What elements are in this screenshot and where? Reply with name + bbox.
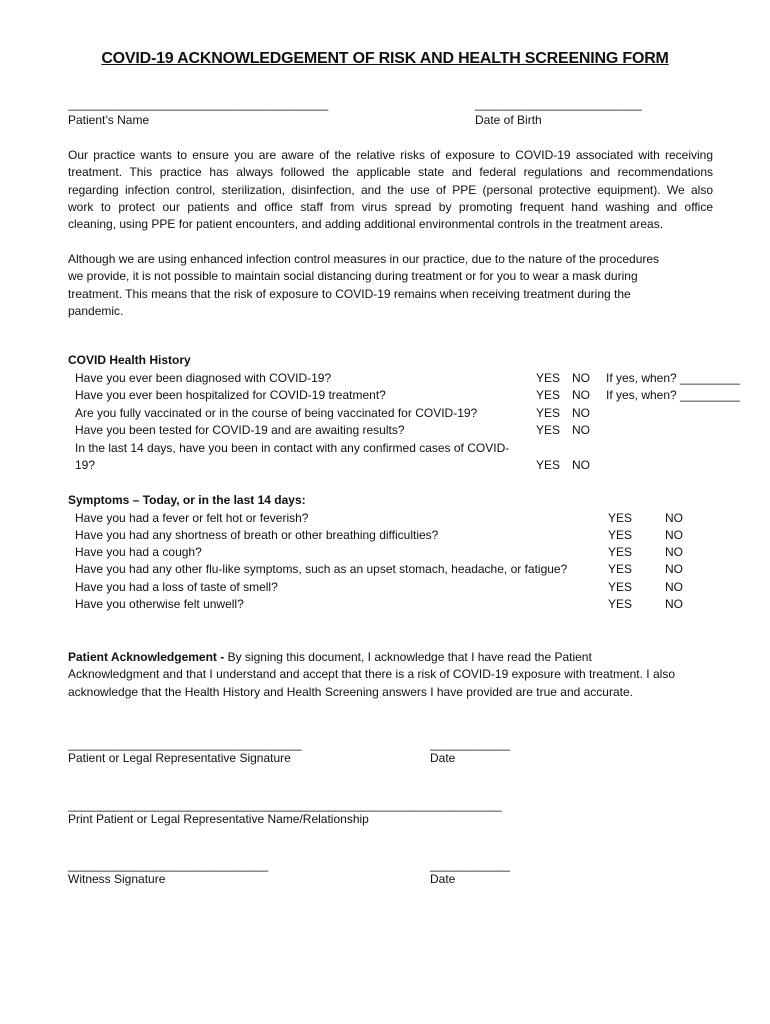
history-q5-line1: In the last 14 days, have you been in contact with any confirmed cases of COVID- (75, 441, 510, 455)
acknowledgement-line-2: Acknowledgment and that I understand and accept that there is a risk of COVID-19 exposure with treatment. I also (68, 667, 675, 682)
symptom-s3: Have you had a cough? (75, 545, 202, 559)
symptom-s5-yes[interactable]: YES (608, 580, 633, 594)
symptom-s2-yes[interactable]: YES (608, 528, 633, 542)
history-q1-yes[interactable]: YES (536, 371, 561, 385)
symptom-s4-yes[interactable]: YES (608, 562, 633, 576)
risk-line-4: pandemic. (68, 303, 124, 318)
intro-line-4: work to protect our patients and office staff from virus spread by promoting frequent hand washing and office (68, 199, 713, 214)
history-heading: COVID Health History (68, 353, 191, 367)
symptom-s2: Have you had any shortness of breath or other breathing difficulties? (75, 528, 439, 542)
history-q2-when[interactable]: If yes, when? _________ (606, 388, 741, 402)
intro-line-2: treatment. This practice has always followed the applicable state and federal regulations and recommendations (68, 165, 713, 180)
symptom-s4-no[interactable]: NO (665, 562, 683, 576)
signature-date-label: Date (430, 751, 456, 765)
acknowledgement-paragraph (68, 649, 713, 701)
intro-line-3: regarding infection control, sterilization, disinfection, and the use of PPE (personal protective equipment). We also (68, 182, 713, 197)
witness-date-label: Date (430, 872, 456, 886)
symptom-s1: Have you had a fever or felt hot or feverish? (75, 511, 309, 525)
symptom-s6-no[interactable]: NO (665, 597, 683, 611)
acknowledgement-line-1: By signing this document, I acknowledge that I have read the Patient (227, 650, 592, 664)
symptom-s3-yes[interactable]: YES (608, 545, 633, 559)
history-q5-line2: 19? (75, 458, 96, 472)
symptom-s6: Have you otherwise felt unwell? (75, 597, 244, 611)
patient-name-line[interactable]: _______________________________________ (68, 97, 329, 111)
witness-signature-line[interactable]: ______________________________ (68, 858, 269, 872)
history-q3-yes[interactable]: YES (536, 406, 561, 420)
history-q2-yes[interactable]: YES (536, 388, 561, 402)
history-q1: Have you ever been diagnosed with COVID-19? (75, 371, 332, 385)
symptom-s6-yes[interactable]: YES (608, 597, 633, 611)
history-q1-no[interactable]: NO (572, 371, 590, 385)
risk-paragraph (68, 251, 713, 320)
print-name-label: Print Patient or Legal Representative Name/Relationship (68, 812, 369, 826)
symptom-s1-yes[interactable]: YES (608, 511, 633, 525)
history-q5-yes[interactable]: YES (536, 458, 561, 472)
acknowledgement-heading: Patient Acknowledgement - (68, 650, 228, 664)
form-title: COVID-19 ACKNOWLEDGEMENT OF RISK AND HEALTH SCREENING FORM (101, 50, 669, 67)
symptom-s2-no[interactable]: NO (665, 528, 683, 542)
intro-paragraph (68, 147, 713, 233)
signature-line[interactable]: ___________________________________ (68, 737, 302, 751)
history-q2-no[interactable]: NO (572, 388, 590, 402)
history-q1-when[interactable]: If yes, when? _________ (606, 371, 741, 385)
symptom-s4: Have you had any other flu-like symptoms, such as an upset stomach, headache, or fatigue? (75, 562, 568, 576)
symptoms-heading: Symptoms – Today, or in the last 14 days: (68, 493, 306, 507)
symptom-s1-no[interactable]: NO (665, 511, 683, 525)
history-q4: Have you been tested for COVID-19 and are awaiting results? (75, 423, 405, 437)
history-q5-no[interactable]: NO (572, 458, 590, 472)
history-q4-yes[interactable]: YES (536, 423, 561, 437)
patient-name-label: Patient’s Name (68, 113, 150, 127)
intro-line-5: cleaning, using PPE for patient encounters, and adding additional environmental controls in the treatment areas. (68, 217, 664, 232)
risk-line-1: Although we are using enhanced infection control measures in our practice, due to the nature of the procedures (68, 252, 660, 266)
dob-line[interactable]: _________________________ (475, 97, 642, 111)
symptom-s5: Have you had a loss of taste of smell? (75, 580, 278, 594)
symptom-s3-no[interactable]: NO (665, 545, 683, 559)
witness-signature-label: Witness Signature (68, 872, 166, 886)
witness-date-line[interactable]: ____________ (430, 858, 511, 872)
history-q3-no[interactable]: NO (572, 406, 590, 420)
symptom-s5-no[interactable]: NO (665, 580, 683, 594)
intro-line-1: Our practice wants to ensure you are aware of the relative risks of exposure to COVID-19 associated with receiving (68, 148, 713, 162)
signature-date-line[interactable]: ____________ (430, 737, 511, 751)
dob-label: Date of Birth (475, 113, 542, 127)
history-q4-no[interactable]: NO (572, 423, 590, 437)
signature-label: Patient or Legal Representative Signature (68, 751, 291, 765)
acknowledgement-line-3: acknowledge that the Health History and Health Screening answers I have provided are true and accurate. (68, 684, 633, 699)
history-q3: Are you fully vaccinated or in the course of being vaccinated for COVID-19? (75, 406, 478, 420)
risk-line-2: we provide, it is not possible to maintain social distancing during treatment or for you to wear a mask during (68, 269, 638, 284)
print-name-line[interactable]: _________________________________________________________________ (68, 798, 502, 812)
history-q2: Have you ever been hospitalized for COVID-19 treatment? (75, 388, 386, 402)
risk-line-3: treatment. This means that the risk of exposure to COVID-19 remains when receiving treatment during the (68, 286, 631, 301)
